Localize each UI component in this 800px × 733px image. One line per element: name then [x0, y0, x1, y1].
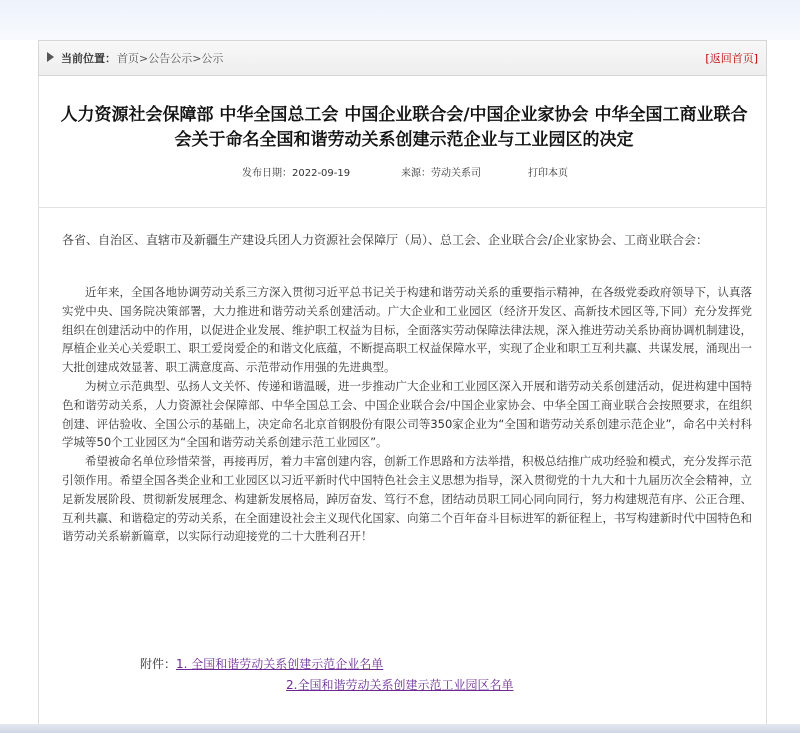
- attachments-2: [286, 676, 513, 693]
- paragraph: 希望被命名单位珍惜荣誉，再接再厉，着力丰富创建内容，创新工作思路和方法举措，积极总结推广成功经验和模式，充分发挥示范引领作用。希望全国各类企业和工业园区以习近平新时代中国特色社会主义思想为指导，深入贯彻党的十九大和十九届历次全会精神，立足新发展阶段、贯彻新发展理念、构建新发展格局，踔厉奋发、笃行不怠，团结动员职工同心同向同行，努力构建规范有序、公正合理、互利共赢、和谐稳定的劳动关系，在全面建设社会主义现代化国家、向第二个百年奋斗目标进军的新征程上，书写构建新时代中国特色和谐劳动关系崭新篇章，以实际行动迎接党的二十大胜利召开！: [62, 454, 752, 544]
- location-label: 当前位置：: [61, 52, 116, 65]
- triangle-right-icon: [47, 52, 54, 62]
- attachments: [140, 655, 383, 672]
- page-title: 人力资源社会保障部 中华全国总工会 中国企业联合会/中国企业家协会 中华全国工商业联合会关于命名全国和谐劳动关系创建示范企业与工业园区的决定: [60, 105, 748, 150]
- article-body: [62, 283, 752, 546]
- breadcrumb-path[interactable]: 首页>公告公示>公示: [117, 52, 224, 65]
- header-banner: [0, 0, 800, 40]
- greeting: 各省、自治区、直辖市及新疆生产建设兵团人力资源社会保障厅（局）、总工会、企业联合会/企业家协会、工商业联合会：: [62, 233, 709, 247]
- source: 来源：劳动关系司: [401, 168, 481, 179]
- print-link[interactable]: 打印本页: [528, 168, 568, 179]
- attachments-label: 附件：: [140, 657, 177, 671]
- breadcrumb: [38, 40, 767, 76]
- footer-bar: [0, 724, 800, 733]
- attachment-link-1[interactable]: 1. 全国和谐劳动关系创建示范企业名单: [176, 657, 384, 671]
- attachment-link-2[interactable]: 2.全国和谐劳动关系创建示范工业园区名单: [286, 678, 514, 692]
- publish-date: 发布日期：2022-09-19: [242, 168, 351, 179]
- divider: [38, 207, 767, 208]
- paragraph: 近年来，全国各地协调劳动关系三方深入贯彻习近平总书记关于构建和谐劳动关系的重要指示精神，在各级党委政府领导下，认真落实党中央、国务院决策部署，大力推进和谐劳动关系创建活动。广大企业和工业园区（经济开发区、高新技术园区等,下同）充分发挥党组织在创建活动中的作用，以促进企业发展、维护职工权益为目标，全面落实劳动保障法律法规，深入推进劳动关系协商协调机制建设，厚植企业关心关爱职工、职工爱岗爱企的和谐文化底蕴，不断提高职工权益保障水平，实现了企业和职工互利共赢、共谋发展，涌现出一大批创建成效显著、职工满意度高、示范带动作用强的先进典型。: [62, 285, 752, 375]
- back-home-link[interactable]: [返回首页]: [705, 52, 758, 65]
- paragraph: 为树立示范典型、弘扬人文关怀、传递和谐温暖，进一步推动广大企业和工业园区深入开展和谐劳动关系创建活动，促进构建中国特色和谐劳动关系，人力资源社会保障部、中华全国总工会、中国企业联合会/中国企业家协会、中华全国工商业联合会按照要求，在组织创建、评估验收、全国公示的基础上，决定命名北京首钢股份有限公司等350家企业为“全国和谐劳动关系创建示范企业”，命名中关村科学城等50个工业园区为“全国和谐劳动关系创建示范工业园区”。: [62, 378, 752, 450]
